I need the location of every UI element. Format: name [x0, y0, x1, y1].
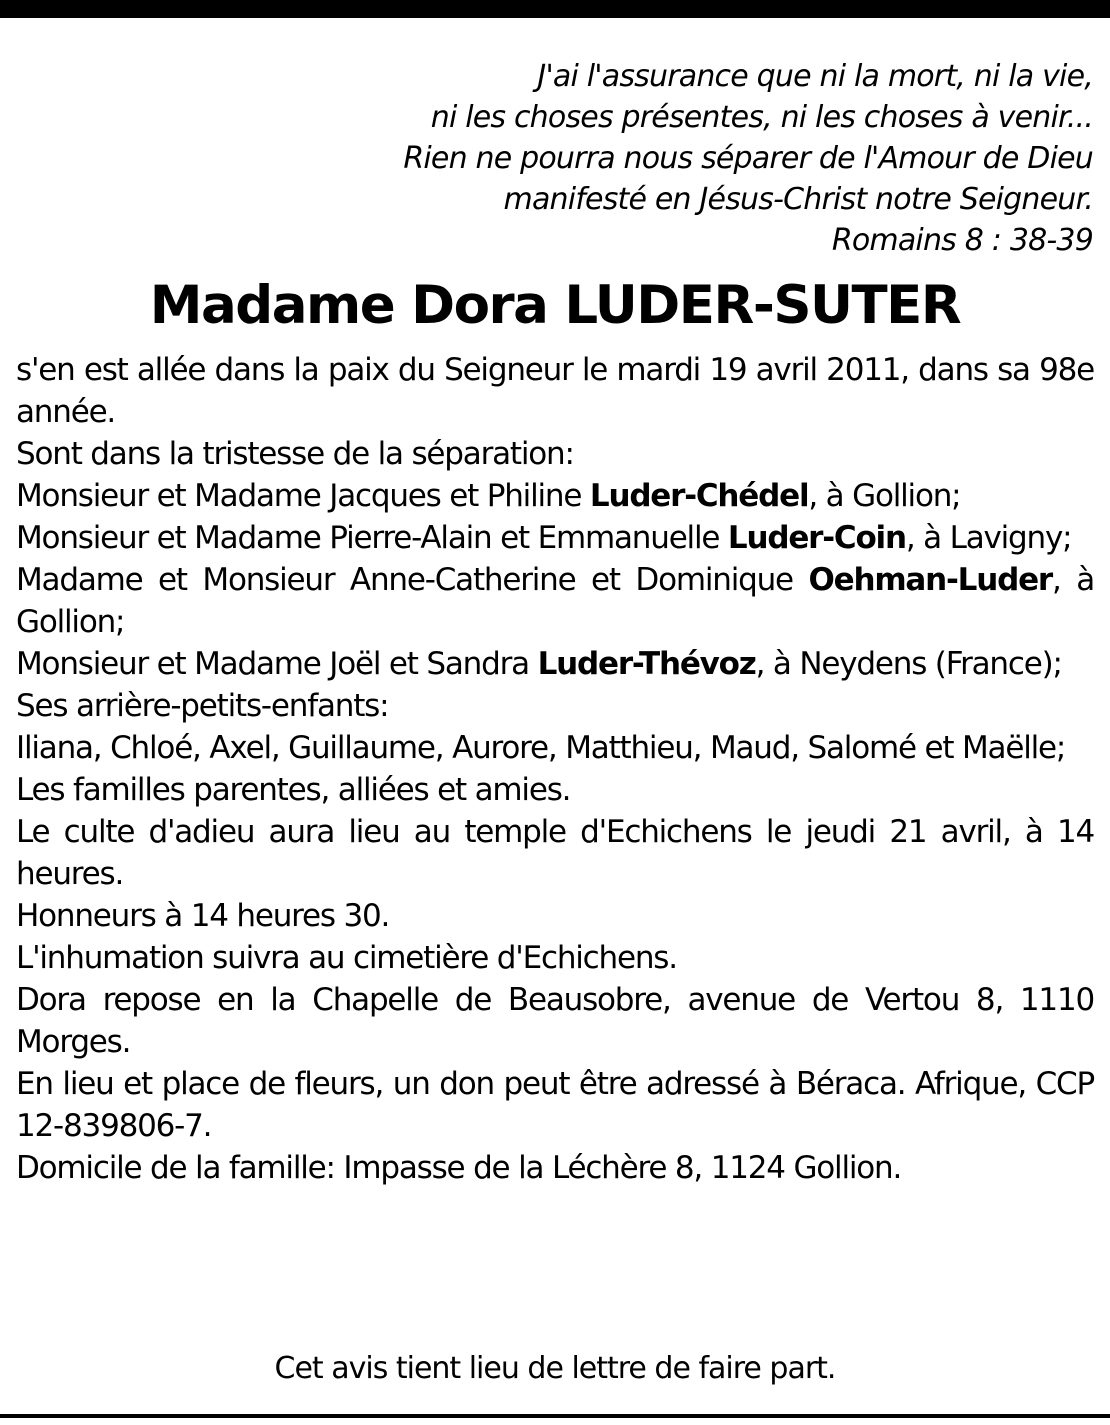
- verse-line: manifesté en Jésus-Christ notre Seigneur.: [503, 182, 1093, 217]
- closing-note: Cet avis tient lieu de lettre de faire part.: [274, 1351, 836, 1386]
- verse-line: J'ai l'assurance que ni la mort, ni la vie,: [537, 59, 1093, 94]
- burial-text: L'inhumation suivra au cimetière d'Echichens.: [16, 940, 677, 976]
- bottom-border-rule: [0, 1414, 1110, 1418]
- family-surname: Luder-Chédel: [589, 478, 809, 514]
- family-entry: [16, 475, 1094, 517]
- family-entry-prefix: Monsieur et Madame Joël et Sandra: [16, 646, 538, 682]
- service-text: Le culte d'adieu aura lieu au temple d'Echichens le jeudi 21 avril, à 14 heures.: [16, 814, 1094, 892]
- honours-text: Honneurs à 14 heures 30.: [16, 898, 390, 934]
- family-entry: [16, 517, 1094, 559]
- family-entry: [16, 643, 1094, 685]
- notice-body: [16, 349, 1094, 1189]
- family-surname: Luder-Coin: [727, 520, 906, 556]
- top-border-rule: [0, 0, 1110, 18]
- family-entry-prefix: Madame et Monsieur Anne-Catherine et Dominique: [16, 562, 809, 598]
- deceased-name: Madame Dora LUDER-SUTER: [149, 275, 961, 336]
- family-entry-prefix: Monsieur et Madame Jacques et Philine: [16, 478, 590, 514]
- family-entry-suffix: , à Neydens (France);: [755, 646, 1062, 682]
- family-entry-suffix: , à Lavigny;: [905, 520, 1072, 556]
- domicile-text: Domicile de la famille: Impasse de la Léchère 8, 1124 Gollion.: [16, 1150, 902, 1186]
- families-text: Les familles parentes, alliées et amies.: [16, 772, 571, 808]
- mourners-intro: Sont dans la tristesse de la séparation:: [16, 436, 574, 472]
- announcement-text: s'en est allée dans la paix du Seigneur le mardi 19 avril 2011, dans sa 98e année.: [16, 352, 1094, 430]
- family-entry-suffix: , à Gollion;: [808, 478, 961, 514]
- rest-place-text: Dora repose en la Chapelle de Beausobre, avenue de Vertou 8, 1110 Morges.: [16, 982, 1094, 1060]
- family-surname: Luder-Thévoz: [537, 646, 756, 682]
- great-grandchildren-list: Iliana, Chloé, Axel, Guillaume, Aurore, Matthieu, Maud, Salomé et Maëlle;: [16, 730, 1066, 766]
- verse-reference: Romains 8 : 38-39: [831, 223, 1093, 258]
- great-grandchildren-intro: Ses arrière-petits-enfants:: [16, 688, 389, 724]
- verse-line: ni les choses présentes, ni les choses à venir...: [430, 100, 1093, 135]
- family-surname: Oehman-Luder: [808, 562, 1052, 598]
- bible-verse: [193, 56, 1093, 261]
- verse-line: Rien ne pourra nous séparer de l'Amour de Dieu: [403, 141, 1093, 176]
- family-entry-suffix: , à Gollion;: [16, 562, 1094, 640]
- family-entry: [16, 559, 1094, 643]
- family-entry-prefix: Monsieur et Madame Pierre-Alain et Emmanuelle: [16, 520, 728, 556]
- donation-text: En lieu et place de fleurs, un don peut être adressé à Béraca. Afrique, CCP 12-839806-7.: [16, 1066, 1094, 1144]
